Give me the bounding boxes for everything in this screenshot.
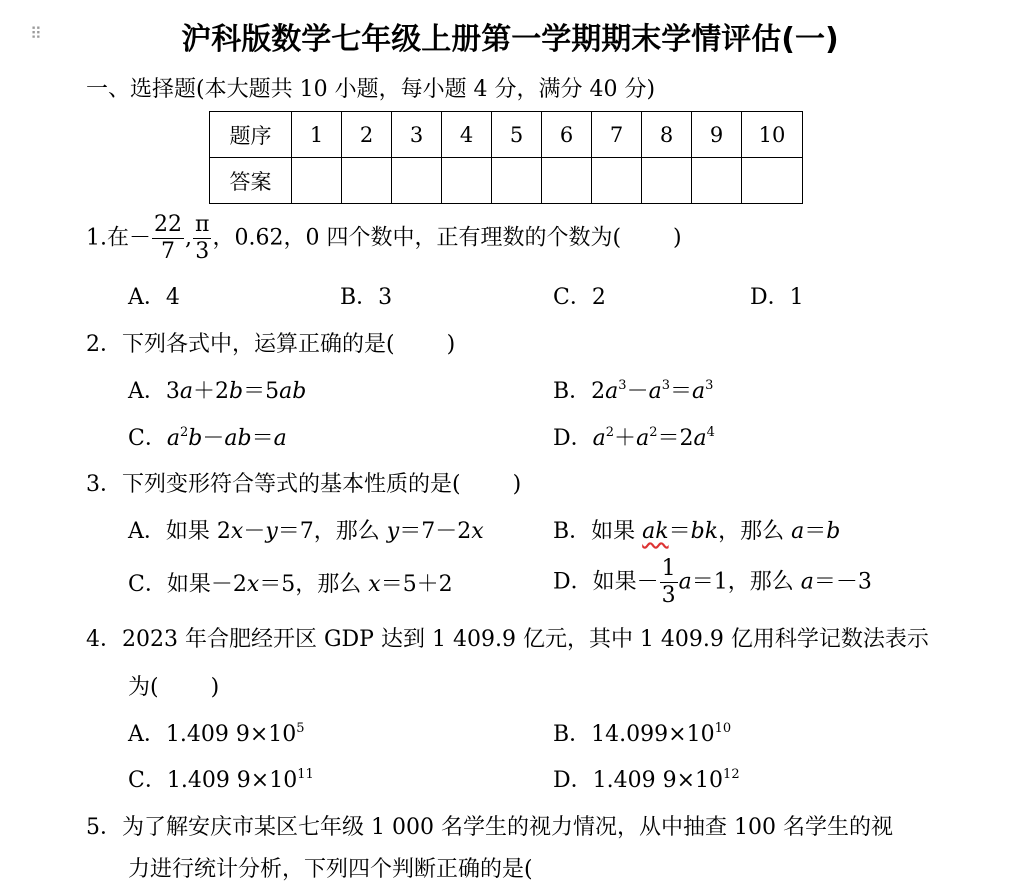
question-number-cell: 2 xyxy=(342,112,392,158)
q3-stem-text: 3．下列变形符合等式的基本性质的是( xyxy=(86,472,461,497)
question-4-stem-line1: 4．2023 年合肥经开区 GDP 达到 1 409.9 亿元，其中 1 409.9 亿用科学记数法表示 xyxy=(86,627,929,652)
table-row xyxy=(210,112,803,158)
page-title: 沪科版数学七年级上册第一学期期末学情评估(一) xyxy=(181,22,839,57)
q1-comma: , xyxy=(185,225,193,251)
question-number-cell: 9 xyxy=(692,112,742,158)
q1-option-b: B．3 xyxy=(340,285,393,310)
question-number-cell: 8 xyxy=(642,112,692,158)
q1-prefix: 1.在 xyxy=(86,225,129,251)
q2-option-d: D．$a^2+a^2=2a^4$ xyxy=(553,425,715,451)
answer-cell[interactable] xyxy=(342,158,392,204)
q3-option-b: B．如果 ak＝bk，那么 a＝b xyxy=(553,519,841,544)
q2-close: ) xyxy=(446,332,456,357)
answer-cell[interactable] xyxy=(742,158,803,204)
q1-fraction-2 xyxy=(193,214,211,263)
fraction-numerator: π xyxy=(195,212,210,237)
q2-stem-text: 2．下列各式中，运算正确的是( xyxy=(86,332,395,357)
fraction-denominator: 3 xyxy=(195,239,210,264)
question-number-cell: 7 xyxy=(592,112,642,158)
question-number-cell: 3 xyxy=(392,112,442,158)
q1-option-a: A．4 xyxy=(128,285,180,310)
question-number-cell: 6 xyxy=(542,112,592,158)
question-number-cell: 5 xyxy=(492,112,542,158)
q3-d-fraction: $\frac{1}{3}$ xyxy=(661,556,676,608)
q3-option-d: D．如果－ $\frac{1}{3}$ a＝1，那么 a＝－3 xyxy=(553,556,872,608)
question-number-cell: 1 xyxy=(292,112,342,158)
question-4-stem-line2: 为( ) xyxy=(128,675,220,700)
q1-option-c: C．2 xyxy=(553,285,606,310)
q3-option-c: C．如果－2x＝5，那么 x＝5＋2 xyxy=(128,572,453,597)
question-2-stem xyxy=(86,327,455,358)
q4-option-d: D．1.409 $9\times 10^{12}$ xyxy=(553,767,740,793)
q1-option-d: D．1 xyxy=(750,285,804,310)
fraction-denominator: 7 xyxy=(161,239,176,264)
table-row xyxy=(210,158,803,204)
q4-option-c: C．1.409 $9\times 10^{11}$ xyxy=(128,767,314,793)
table-header-cell: 题序 xyxy=(210,112,292,158)
answer-cell[interactable] xyxy=(692,158,742,204)
answer-cell[interactable] xyxy=(642,158,692,204)
table-header-cell: 答案 xyxy=(210,158,292,204)
answer-cell[interactable] xyxy=(592,158,642,204)
answer-table xyxy=(209,111,803,204)
q4-option-a: A．1.409 $9\times 10^5$ xyxy=(128,721,305,747)
question-number-cell: 10 xyxy=(742,112,803,158)
question-5-stem-line1: 5．为了解安庆市某区七年级 1 000 名学生的视力情况，从中抽查 100 名学生的视 xyxy=(86,815,893,840)
q3-option-a: A．如果 2x－y＝7，那么 y＝7－2x xyxy=(128,519,484,544)
answer-cell[interactable] xyxy=(492,158,542,204)
q2-option-c: C．$a^2b-ab=a$ xyxy=(128,425,287,451)
question-1-stem xyxy=(86,214,682,263)
answer-cell[interactable] xyxy=(292,158,342,204)
answer-cell[interactable] xyxy=(542,158,592,204)
q2-option-b: B．$2a^3-a^3=a^3$ xyxy=(553,378,714,404)
question-5-stem-line2: 力进行统计分析，下列四个判断正确的是( xyxy=(128,857,533,882)
question-3-stem xyxy=(86,467,521,498)
fraction-numerator: 22 xyxy=(154,212,183,237)
answer-cell[interactable] xyxy=(442,158,492,204)
drag-handle-icon[interactable]: ⠿ xyxy=(30,24,40,43)
q4-option-b: B．$14.099\times 10^{10}$ xyxy=(553,721,732,747)
q2-option-a: A．3a＋2b＝5ab xyxy=(128,379,307,404)
question-number-cell: 4 xyxy=(442,112,492,158)
q3-close: ) xyxy=(512,472,522,497)
section-heading: 一、选择题(本大题共 10 小题，每小题 4 分，满分 40 分) xyxy=(86,77,656,102)
answer-cell[interactable] xyxy=(392,158,442,204)
q1-close: ) xyxy=(673,225,682,251)
q1-suffix: ，0.62，0 四个数中，正有理数的个数为( xyxy=(212,225,622,251)
q1-fraction-1 xyxy=(152,214,184,263)
q1-neg: － xyxy=(129,225,152,251)
